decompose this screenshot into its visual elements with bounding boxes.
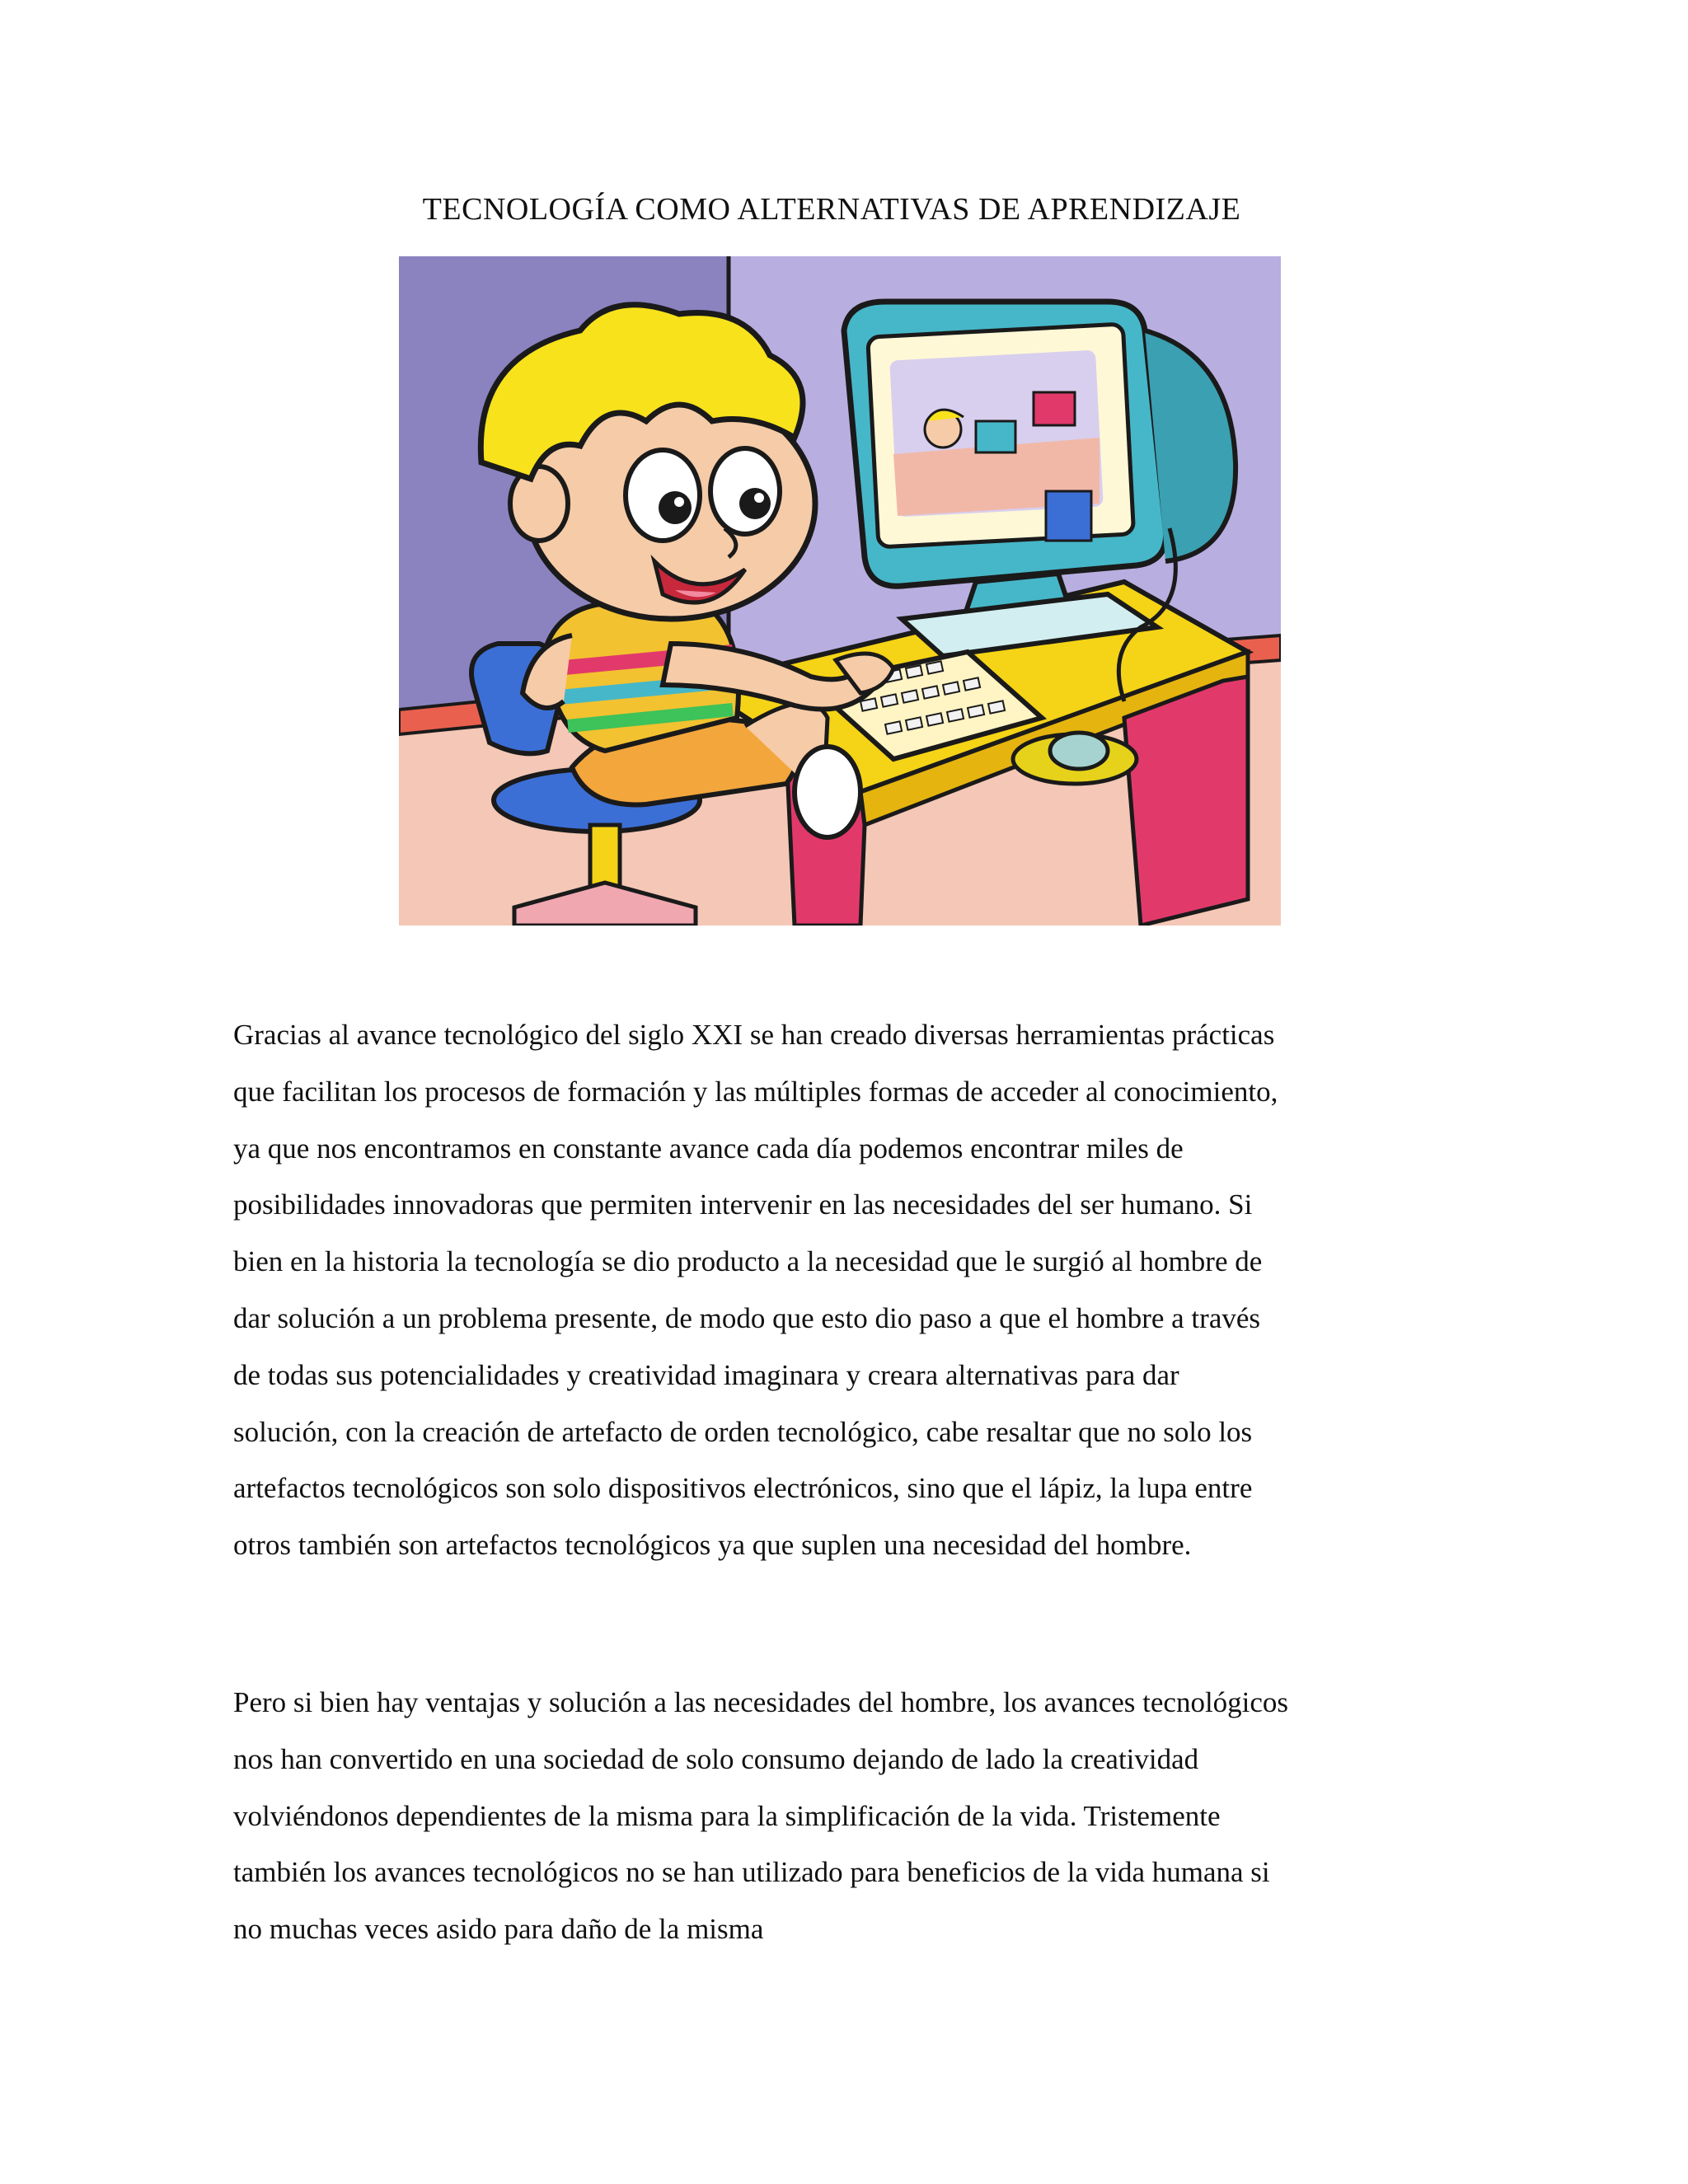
paragraph-line: ya que nos encontramos en constante avance cada día podemos encontrar miles de [233, 1132, 1184, 1165]
paragraph-line: que facilitan los procesos de formación y las múltiples formas de acceder al conocimiento, [233, 1075, 1278, 1108]
paragraph-line: bien en la historia la tecnología se dio producto a la necesidad que le surgió al hombre de [233, 1245, 1263, 1278]
paragraph-line: Pero si bien hay ventajas y solución a las necesidades del hombre, los avances tecnológicos [233, 1686, 1289, 1718]
document-title: TECNOLOGÍA COMO ALTERNATIVAS DE APRENDIZAJE [422, 192, 1241, 227]
boy-at-computer-illustration [399, 256, 1281, 926]
paragraph-2 [233, 1675, 1470, 1958]
paragraph-line: volviéndonos dependientes de la misma para la simplificación de la vida. Tristemente [233, 1799, 1221, 1832]
paragraph-line: dar solución a un problema presente, de modo que esto dio paso a que el hombre a través [233, 1301, 1261, 1334]
paragraph-line: de todas sus potencialidades y creatividad imaginara y creara alternativas para dar [233, 1358, 1179, 1391]
paragraph-line: solución, con la creación de artefacto de orden tecnológico, cabe resaltar que no solo los [233, 1415, 1253, 1448]
paragraph-line: otros también son artefactos tecnológicos ya que suplen una necesidad del hombre. [233, 1529, 1192, 1562]
paragraph-line: Gracias al avance tecnológico del siglo XXI se han creado diversas herramientas prácticas [233, 1019, 1275, 1051]
paragraph-line: artefactos tecnológicos son solo dispositivos electrónicos, sino que el lápiz, la lupa entre [233, 1472, 1253, 1505]
mouse [1050, 733, 1108, 769]
paragraph-line: nos han convertido en una sociedad de solo consumo dejando de lado la creatividad [233, 1742, 1199, 1775]
paragraph-line: no muchas veces asido para daño de la misma [233, 1913, 764, 1946]
paragraph-1 [233, 1007, 1470, 1574]
paragraph-line: posibilidades innovadoras que permiten intervenir en las necesidades del ser humano. Si [233, 1188, 1253, 1221]
paragraph-line: también los avances tecnológicos no se han utilizado para beneficios de la vida humana si [233, 1856, 1270, 1889]
illustration-svg [399, 256, 1281, 926]
